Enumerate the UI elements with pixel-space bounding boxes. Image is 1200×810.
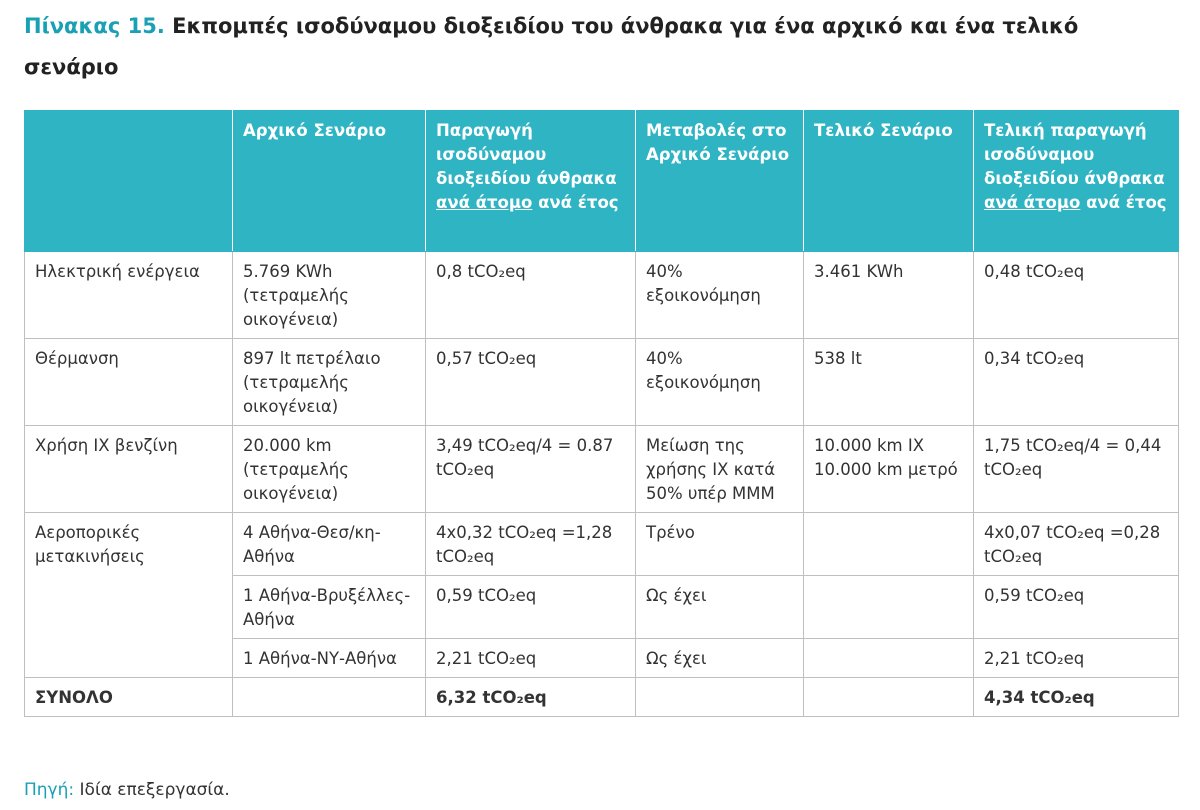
row-production: 0,57 tCO₂eq [426, 339, 636, 426]
header-final-production-underlined: ανά άτομο [984, 193, 1081, 212]
total-final-production: 4,34 tCO₂eq [974, 678, 1179, 717]
table-title [24, 6, 1174, 88]
total-row [25, 678, 1179, 717]
header-initial-scenario: Αρχικό Σενάριο [233, 111, 426, 252]
row-final-production: 1,75 tCO₂eq/4 = 0,44 tCO₂eq [974, 426, 1179, 513]
source-note [24, 780, 230, 800]
header-changes: Μεταβολές στο Αρχικό Σενάριο [636, 111, 804, 252]
row-initial: 5.769 KWh (τετραμελής οικογένεια) [233, 252, 426, 339]
row-changes: Ως έχει [636, 639, 804, 678]
row-final [804, 639, 974, 678]
total-changes-empty [636, 678, 804, 717]
row-initial: 20.000 km (τετραμελής οικογένεια) [233, 426, 426, 513]
row-final [804, 513, 974, 576]
source-label: Πηγή: [24, 780, 75, 800]
row-initial: 897 lt πετρέλαιο (τετραμελής οικογένεια) [233, 339, 426, 426]
row-final [804, 576, 974, 639]
row-final: 10.000 km ΙΧ 10.000 km μετρό [804, 426, 974, 513]
row-final-production: 4x0,07 tCO₂eq =0,28 tCO₂eq [974, 513, 1179, 576]
row-category: Ηλεκτρική ενέργεια [25, 252, 233, 339]
row-final: 538 lt [804, 339, 974, 426]
header-final-production-suffix: ανά έτος [1080, 193, 1167, 212]
row-final-production: 0,59 tCO₂eq [974, 576, 1179, 639]
table-row [25, 339, 1179, 426]
row-changes: Τρένο [636, 513, 804, 576]
table-title-text: Εκπομπές ισοδύναμου διοξειδίου του άνθρακα για ένα αρχικό και ένα τελικό σενάριο [24, 14, 1079, 79]
row-final-production: 0,48 tCO₂eq [974, 252, 1179, 339]
row-changes: 40% εξοικονόμηση [636, 339, 804, 426]
source-text: Ιδία επεξεργασία. [74, 780, 230, 800]
row-production: 3,49 tCO₂eq/4 = 0.87 tCO₂eq [426, 426, 636, 513]
row-final: 3.461 KWh [804, 252, 974, 339]
row-changes: 40% εξοικονόμηση [636, 252, 804, 339]
row-production: 2,21 tCO₂eq [426, 639, 636, 678]
header-final-production [974, 111, 1179, 252]
row-initial: 4 Αθήνα-Θεσ/κη-Αθήνα [233, 513, 426, 576]
row-changes: Ως έχει [636, 576, 804, 639]
header-production-underlined: ανά άτομο [436, 193, 533, 212]
row-initial: 1 Αθήνα-ΝΥ-Αθήνα [233, 639, 426, 678]
total-initial-empty [233, 678, 426, 717]
table-row [25, 513, 1179, 576]
row-final-production: 0,34 tCO₂eq [974, 339, 1179, 426]
row-production: 0,59 tCO₂eq [426, 576, 636, 639]
header-category [25, 111, 233, 252]
total-label: ΣΥΝΟΛΟ [25, 678, 233, 717]
row-changes: Μείωση της χρήσης ΙΧ κατά 50% υπέρ ΜΜΜ [636, 426, 804, 513]
row-category: Χρήση ΙΧ βενζίνη [25, 426, 233, 513]
table-header-row [25, 111, 1179, 252]
header-production-suffix: ανά έτος [532, 193, 619, 212]
emissions-table [24, 110, 1179, 717]
row-final-production: 2,21 tCO₂eq [974, 639, 1179, 678]
table-row [25, 252, 1179, 339]
row-production: 4x0,32 tCO₂eq =1,28 tCO₂eq [426, 513, 636, 576]
row-category: Θέρμανση [25, 339, 233, 426]
table-row [25, 426, 1179, 513]
table-title-label: Πίνακας 15. [24, 14, 165, 38]
header-final-scenario: Τελικό Σενάριο [804, 111, 974, 252]
row-initial: 1 Αθήνα-Βρυξέλλες-Αθήνα [233, 576, 426, 639]
header-production-text: Παραγωγή ισοδύναμου διοξειδίου άνθρακα [436, 121, 617, 188]
row-production: 0,8 tCO₂eq [426, 252, 636, 339]
total-production: 6,32 tCO₂eq [426, 678, 636, 717]
row-category: Αεροπορικές μετακινήσεις [25, 513, 233, 678]
total-final-empty [804, 678, 974, 717]
header-production [426, 111, 636, 252]
header-final-production-text: Τελική παραγωγή ισοδύναμου διοξειδίου άνθρακα [984, 121, 1165, 188]
